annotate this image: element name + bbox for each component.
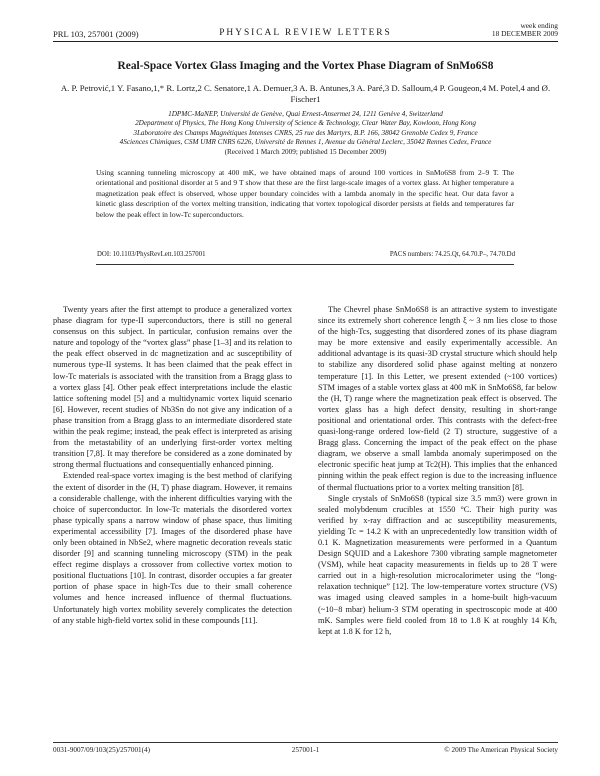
copyright: © 2009 The American Physical Society	[444, 746, 558, 754]
article-code: 0031-9007/09/103(25)/257001(4)	[53, 746, 151, 754]
affiliation-1: 1DPMC-MaNEP, Université de Genève, Quai Ernest-Ansermet 24, 1211 Genève 4, Switzerland	[168, 110, 443, 118]
paper-title: Real-Space Vortex Glass Imaging and the Vortex Phase Diagram of SnMo6S8	[117, 60, 494, 72]
paragraph: Twenty years after the first attempt to produce a generalized vortex phase diagram for type-II superconductors, there is still no general consensus on this subject. In particular, confusion remains over the nature and topology of the “vortex glass” phase [1–3] and its relation to the peak effect observed in dc magnetization and ac susceptibility of numerous type-II systems. It has been claimed that the peak effect in low-Tc materials is associated with the transition from a Bragg glass to a vortex glass [4]. Other peak effect interpretations include the elastic lattice softening model [5] and a multidynamic vortex liquid scenario [6]. However, recent studies of Nb3Sn do not give any indication of a phase transition from a Bragg glass to an intermediate disordered state within the peak regime; instead, the peak effect is interpreted as arising from the metastability of an underlying first-order vortex melting transition [7,8]. It may therefore be considered as a zone dominated by strong thermal fluctuations and consequentially enhanced pinning.	[53, 305, 292, 470]
running-header	[53, 21, 558, 40]
abstract: Using scanning tunneling microscopy at 400 mK, we have obtained maps of around 100 vortices in SnMo6S8 from 2–9 T. The orientational and positional disorder at 5 and 9 T show that these are the first large-scale images of a vortex glass. At higher temperature a magnetization peak effect is observed, whose upper boundary coincides with a lambda anomaly in the specific heat. Our data favor a kinetic glass description of the vortex melting transition, indicating that vortex topological disorder persists at fields and temperatures far below the peak effect in low-Tc superconductors.	[96, 168, 514, 219]
paragraph: The Chevrel phase SnMo6S8 is an attractive system to investigate since its extremely short coherence length ξ ~ 3 nm lies close to those of the high-Tcs, suggesting that disordered zones of its phase diagram may be more extensive and easily experimentally accessible. An additional advantage is its quasi-3D crystal structure which should help to stabilize any disordered solid phase against melting at nonzero temperature [1]. In this Letter, we present extended (~100 vortices) STM images of a stable vortex glass at 400 mK in SnMo6S8, far below the (H, T) range where the magnetization peak effect is observed. The vortex glass has a high defect density, resulting in short-range positional and orientational order. This contrasts with the defect-free quasi-long-range ordered low-field (2 T) structure, suggestive of a Bragg glass. Concerning the impact of the peak effect on the phase diagram, we observe a small lambda anomaly superimposed on the electronic specific heat jump at Tc2(H). This implies that the enhanced pinning within the peak effect region is due to the increasing influence of thermal fluctuations prior to a vortex melting transition [8].	[318, 305, 557, 492]
week-ending-date: 18 DECEMBER 2009	[491, 29, 558, 39]
abstract-rule	[96, 264, 514, 265]
page-number: 257001-1	[291, 746, 320, 754]
doi-line	[97, 251, 515, 258]
body-column-left	[53, 304, 292, 626]
received-date: (Received 1 March 2009; published 15 December 2009)	[224, 147, 387, 156]
paragraph: Single crystals of SnMo6S8 (typical size 3.5 mm3) were grown in sealed molybdenum crucibles at 1550 °C. Their high purity was verified by x-ray diffraction and ac susceptibility measurements, yielding Tc = 14.2 K with an unprecedentedly low transition width of 0.1 K. Magnetization measurements were performed in a Quantum Design SQUID and a Lakeshore 7300 vibrating sample magnetometer (VSM), while heat capacity measurements in fields up to 28 T were carried out in a high-resolution microcalorimeter using the “long-relaxation technique” [12]. The low-temperature vortex structure (VS) was imaged using cleaved samples in a home-built high-vacuum (~10−8 mbar) helium-3 STM operating in spectroscopic mode at 400 mK. Samples were field cooled from 18 to 1.8 K at roughly 14 K/h, kept at 1.8 K for 12 h,	[318, 493, 557, 636]
footer-rule	[53, 742, 558, 743]
journal-name: PHYSICAL REVIEW LETTERS	[219, 28, 392, 38]
pacs-numbers: PACS numbers: 74.25.Qt, 64.70.P–, 74.70.Dd	[389, 251, 515, 258]
author-list: A. P. Petrović,1 Y. Fasano,1,* R. Lortz,2 C. Senatore,1 A. Demuer,3 A. B. Antunes,3 A. Paré,3 D. Salloum,4 P. Gougeon,4 M. Potel,4 and Ø. Fischer1	[60, 83, 551, 105]
affiliations	[55, 110, 556, 157]
affiliation-4: 4Sciences Chimiques, CSM UMR CNRS 6226, Université de Rennes 1, Avenue du Général Leclerc, 35042 Rennes Cedex, France	[119, 138, 492, 147]
week-ending-label: week ending	[520, 21, 558, 30]
week-ending	[492, 22, 558, 39]
doi-link[interactable]: DOI: 10.1103/PhysRevLett.103.257001	[97, 251, 206, 258]
body-column-right	[318, 304, 557, 637]
header-rule	[53, 41, 558, 42]
affiliation-2: 2Department of Physics, The Hong Kong University of Science & Technology, Clear Water Bay, Kowloon, Hong Kong	[135, 119, 476, 128]
journal-reference: PRL 103, 257001 (2009)	[53, 29, 139, 39]
paragraph: Extended real-space vortex imaging is the best method of clarifying the extent of disorder in the (H, T) phase diagram. However, it remains a considerable challenge, with the inherent difficulties varying with the choice of superconductor. In low-Tc materials the disordered vortex phase typically spans a narrow window of phase space, thus limiting experimental accessibility [7]. Images of the disordered phase have only been obtained in NbSe2, where magnetic decoration reveals static disorder [9] and scanning tunneling microscopy (STM) in the peak effect regime displays a crossover from collective vortex motion to positional fluctuations [10]. In contrast, disorder occupies a far greater portion of phase space in high-Tcs due to their small coherence volumes and hence increased influence of thermal fluctuations. Unfortunately high vortex mobility severely complicates the detection of any stable high-field vortex solid in these compounds [11].	[53, 471, 292, 625]
affiliation-3: 3Laboratoire des Champs Magnétiques Intenses CNRS, 25 rue des Martyrs, B.P. 166, 38042 Grenoble Cedex 9, France	[133, 128, 478, 137]
